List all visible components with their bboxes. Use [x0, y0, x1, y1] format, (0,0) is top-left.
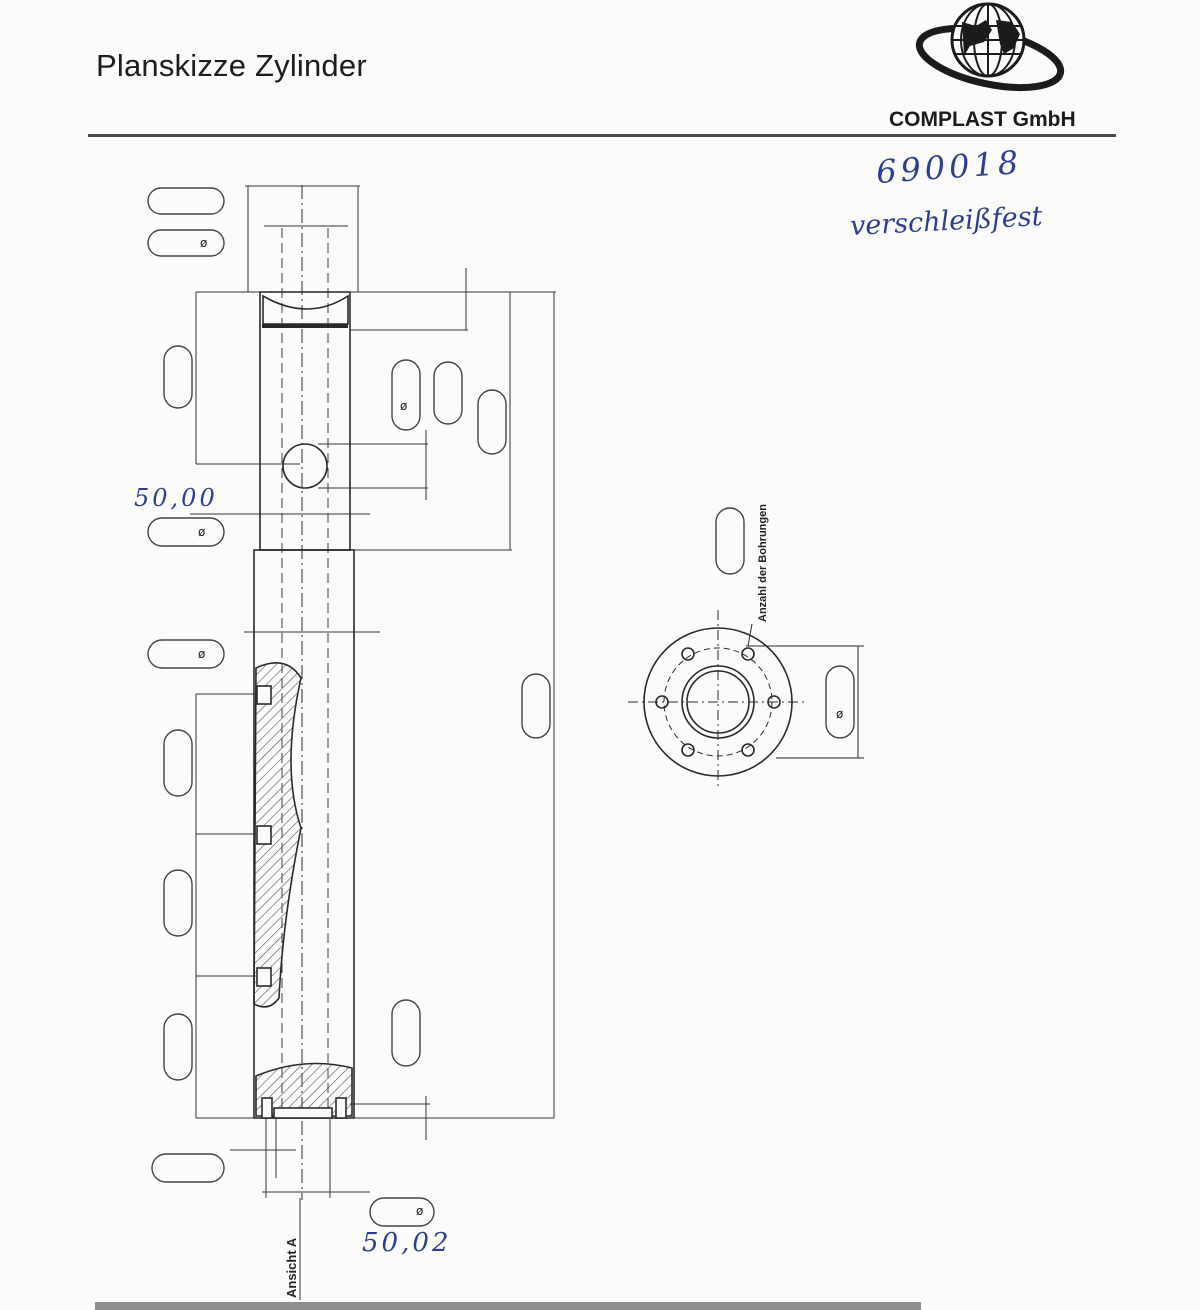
dimension-box	[148, 518, 224, 546]
dimension-box	[478, 390, 506, 454]
handwritten-dimension-top: 50,00	[134, 484, 218, 512]
dimension-box	[392, 360, 420, 430]
dimension-box	[148, 188, 224, 214]
dimension-box	[164, 730, 192, 796]
dimension-box	[164, 1014, 192, 1080]
dimension-box	[152, 1154, 224, 1182]
handwritten-part-number: 690018	[874, 142, 1024, 192]
diameter-symbol: ø	[198, 525, 206, 539]
dimension-box	[826, 666, 854, 738]
page-title: Planskizze Zylinder	[96, 48, 367, 83]
dimension-box	[148, 230, 224, 256]
diameter-symbol: ø	[836, 707, 844, 721]
diameter-symbol: ø	[416, 1204, 424, 1218]
dimension-box	[164, 346, 192, 408]
cylinder-side-view	[254, 185, 354, 1200]
diameter-symbol: ø	[400, 399, 408, 413]
handwritten-note: verschleißfest	[849, 200, 1044, 243]
dimension-box	[392, 1000, 420, 1066]
diameter-symbol: ø	[200, 236, 208, 250]
dimension-box	[148, 640, 224, 668]
diameter-symbol: ø	[198, 647, 206, 661]
dimension-box	[370, 1198, 434, 1226]
dimension-box	[434, 362, 462, 424]
dimension-lines	[190, 186, 556, 1300]
handwritten-dimension-bottom: 50,02	[362, 1228, 452, 1258]
view-label: Ansicht A	[284, 1237, 299, 1298]
holes-label: Anzahl der Bohrungen	[757, 504, 769, 622]
globe-orbit-icon	[914, 4, 1066, 98]
dimension-box	[522, 674, 550, 738]
page-bottom-bar	[95, 1302, 921, 1310]
dimension-box	[716, 508, 744, 574]
dimension-box	[164, 870, 192, 936]
company-name: COMPLAST GmbH	[889, 108, 1076, 131]
